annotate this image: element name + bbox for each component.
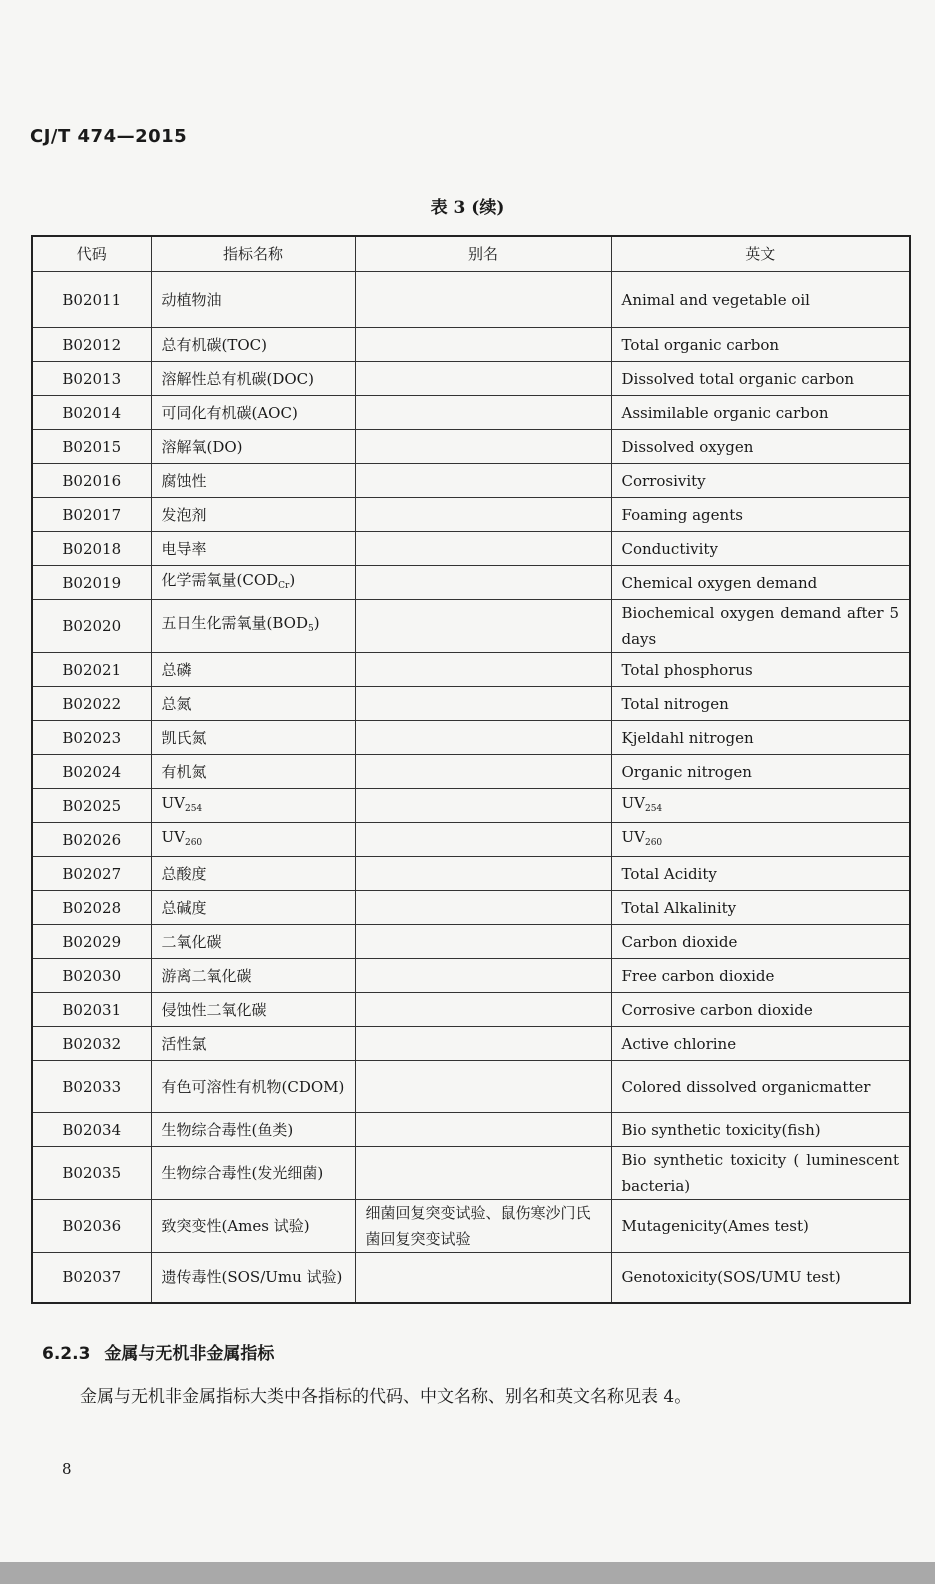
cell-code: B02033 [32, 1061, 151, 1113]
table-row [32, 891, 910, 925]
section-title: 金属与无机非金属指标 [104, 1344, 275, 1364]
cell-english [611, 823, 910, 857]
cell-code: B02017 [32, 498, 151, 532]
cell-name: 总有机碳(TOC) [151, 328, 355, 362]
cell-name-text: 化学需氧量(COD [161, 570, 279, 589]
scan-bottom-edge [0, 1562, 935, 1584]
cell-english: Dissolved total organic carbon [611, 362, 910, 396]
table-row [32, 464, 910, 498]
cell-code: B02021 [32, 653, 151, 687]
cell-name: 侵蚀性二氧化碳 [151, 993, 355, 1027]
cell-english [611, 789, 910, 823]
standard-number: CJ/T 474—2015 [30, 126, 188, 147]
cell-code: B02031 [32, 993, 151, 1027]
cell-name: 总碱度 [151, 891, 355, 925]
table-row [32, 925, 910, 959]
cell-english: Total nitrogen [611, 687, 910, 721]
cell-alias [355, 328, 611, 362]
cell-english: Assimilable organic carbon [611, 396, 910, 430]
table-row [32, 396, 910, 430]
cell-english: Bio synthetic toxicity(fish) [611, 1113, 910, 1147]
page-number: 8 [62, 1460, 72, 1478]
section-paragraph: 金属与无机非金属指标大类中各指标的代码、中文名称、别名和英文名称见表 4。 [80, 1387, 692, 1407]
cell-alias [355, 1253, 611, 1303]
cell-alias: 细菌回复突变试验、鼠伤寒沙门氏菌回复突变试验 [355, 1200, 611, 1253]
cell-code: B02011 [32, 272, 151, 328]
section-number: 6.2.3 [42, 1344, 91, 1364]
cell-name: 遗传毒性(SOS/Umu 试验) [151, 1253, 355, 1303]
cell-alias [355, 687, 611, 721]
cell-english: Conductivity [611, 532, 910, 566]
cell-english-subscript: 260 [644, 837, 663, 848]
cell-code: B02028 [32, 891, 151, 925]
cell-english: Colored dissolved organicmatter [611, 1061, 910, 1113]
cell-name: 溶解氧(DO) [151, 430, 355, 464]
cell-code: B02030 [32, 959, 151, 993]
cell-alias [355, 857, 611, 891]
table-row [32, 532, 910, 566]
cell-name: 总磷 [151, 653, 355, 687]
cell-name: 二氧化碳 [151, 925, 355, 959]
cell-name: 致突变性(Ames 试验) [151, 1200, 355, 1253]
table-header-row [32, 236, 910, 272]
cell-english: Foaming agents [611, 498, 910, 532]
cell-alias [355, 653, 611, 687]
cell-alias [355, 1027, 611, 1061]
cell-name: 生物综合毒性(鱼类) [151, 1113, 355, 1147]
table-row [32, 566, 910, 600]
cell-name-subscript: 260 [184, 837, 203, 848]
table-row [32, 1113, 910, 1147]
cell-code: B02012 [32, 328, 151, 362]
table-row [32, 857, 910, 891]
table-row [32, 653, 910, 687]
cell-name: 游离二氧化碳 [151, 959, 355, 993]
cell-code: B02037 [32, 1253, 151, 1303]
cell-alias [355, 532, 611, 566]
cell-alias [355, 600, 611, 653]
table-row [32, 362, 910, 396]
table-row [32, 498, 910, 532]
cell-code: B02016 [32, 464, 151, 498]
cell-english: Corrosive carbon dioxide [611, 993, 910, 1027]
cell-name-subscript: 5 [307, 624, 314, 634]
cell-code: B02032 [32, 1027, 151, 1061]
table-row [32, 687, 910, 721]
cell-name: 可同化有机碳(AOC) [151, 396, 355, 430]
cell-code: B02024 [32, 755, 151, 789]
cell-english: Organic nitrogen [611, 755, 910, 789]
table-row [32, 721, 910, 755]
cell-code: B02026 [32, 823, 151, 857]
cell-english: Total Alkalinity [611, 891, 910, 925]
cell-alias [355, 755, 611, 789]
column-header-name: 指标名称 [151, 236, 355, 272]
cell-name: 有机氮 [151, 755, 355, 789]
cell-code: B02034 [32, 1113, 151, 1147]
cell-alias [355, 721, 611, 755]
table-row [32, 993, 910, 1027]
cell-name: 生物综合毒性(发光细菌) [151, 1147, 355, 1200]
cell-english: Total organic carbon [611, 328, 910, 362]
cell-alias [355, 430, 611, 464]
cell-name-text: UV [161, 827, 185, 846]
cell-english-text: UV [621, 827, 645, 846]
cell-code: B02015 [32, 430, 151, 464]
cell-english: Animal and vegetable oil [611, 272, 910, 328]
cell-name-text: UV [161, 793, 185, 812]
cell-name [151, 789, 355, 823]
cell-name: 溶解性总有机碳(DOC) [151, 362, 355, 396]
cell-english: Carbon dioxide [611, 925, 910, 959]
column-header-english: 英文 [611, 236, 910, 272]
cell-code: B02029 [32, 925, 151, 959]
cell-english: Corrosivity [611, 464, 910, 498]
cell-alias [355, 1147, 611, 1200]
cell-english: Kjeldahl nitrogen [611, 721, 910, 755]
cell-alias [355, 789, 611, 823]
table-row [32, 430, 910, 464]
cell-alias [355, 1113, 611, 1147]
cell-alias [355, 823, 611, 857]
cell-english: Total Acidity [611, 857, 910, 891]
cell-code: B02027 [32, 857, 151, 891]
column-header-alias: 别名 [355, 236, 611, 272]
cell-code: B02023 [32, 721, 151, 755]
cell-name: 有色可溶性有机物(CDOM) [151, 1061, 355, 1113]
cell-alias [355, 925, 611, 959]
cell-name: 发泡剂 [151, 498, 355, 532]
section-heading [42, 1339, 274, 1364]
cell-english: Dissolved oxygen [611, 430, 910, 464]
cell-english: Biochemical oxygen demand after 5 days [611, 600, 910, 653]
cell-english-subscript: 254 [644, 803, 663, 814]
table-row [32, 823, 910, 857]
cell-english: Total phosphorus [611, 653, 910, 687]
cell-code: B02013 [32, 362, 151, 396]
cell-alias [355, 993, 611, 1027]
cell-english-text: UV [621, 793, 645, 812]
table-row [32, 1200, 910, 1253]
cell-alias [355, 566, 611, 600]
cell-english: Free carbon dioxide [611, 959, 910, 993]
table-row [32, 1253, 910, 1303]
cell-alias [355, 464, 611, 498]
table-row [32, 755, 910, 789]
cell-code: B02019 [32, 566, 151, 600]
cell-name: 活性氯 [151, 1027, 355, 1061]
table-row [32, 600, 910, 653]
cell-name-subscript: Cr [278, 580, 290, 591]
indicator-table [31, 235, 911, 1304]
cell-code: B02014 [32, 396, 151, 430]
table-caption: 表 3 (续) [430, 198, 505, 218]
cell-alias [355, 498, 611, 532]
table-row [32, 1027, 910, 1061]
cell-name [151, 566, 355, 600]
cell-code: B02025 [32, 789, 151, 823]
cell-name: 腐蚀性 [151, 464, 355, 498]
cell-name: 凯氏氮 [151, 721, 355, 755]
cell-name-tail: ) [289, 570, 296, 589]
cell-english: Bio synthetic toxicity ( luminescent bacteria) [611, 1147, 910, 1200]
cell-alias [355, 1061, 611, 1113]
cell-code: B02018 [32, 532, 151, 566]
cell-alias [355, 959, 611, 993]
table-row [32, 328, 910, 362]
table-row [32, 959, 910, 993]
cell-name-tail: ) [313, 614, 320, 632]
cell-name: 总氮 [151, 687, 355, 721]
table-row [32, 272, 910, 328]
cell-english: Genotoxicity(SOS/UMU test) [611, 1253, 910, 1303]
cell-alias [355, 272, 611, 328]
cell-english: Chemical oxygen demand [611, 566, 910, 600]
cell-english: Mutagenicity(Ames test) [611, 1200, 910, 1253]
cell-name: 动植物油 [151, 272, 355, 328]
cell-alias [355, 362, 611, 396]
cell-name-text: 五日生化需氧量(BOD [161, 614, 308, 632]
cell-code: B02036 [32, 1200, 151, 1253]
cell-english: Active chlorine [611, 1027, 910, 1061]
table-row [32, 789, 910, 823]
cell-code: B02035 [32, 1147, 151, 1200]
cell-alias [355, 396, 611, 430]
cell-alias [355, 891, 611, 925]
column-header-code: 代码 [32, 236, 151, 272]
cell-name: 总酸度 [151, 857, 355, 891]
cell-name-subscript: 254 [184, 803, 203, 814]
cell-name [151, 600, 355, 653]
cell-code: B02020 [32, 600, 151, 653]
table-row [32, 1147, 910, 1200]
cell-name [151, 823, 355, 857]
cell-name: 电导率 [151, 532, 355, 566]
table-row [32, 1061, 910, 1113]
cell-code: B02022 [32, 687, 151, 721]
